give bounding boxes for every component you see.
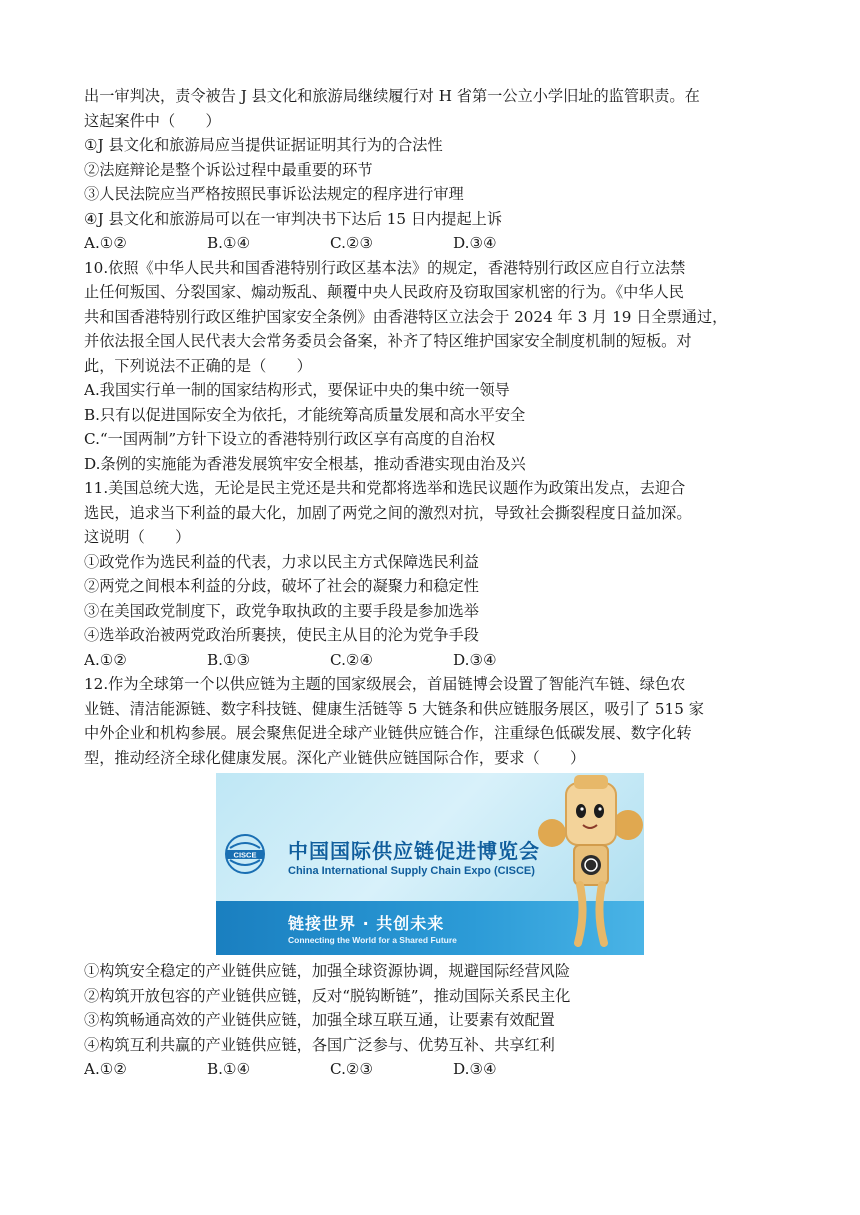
question-11-item-4: ④选举政治被两党政治所裹挟，使民主从目的沦为党争手段	[84, 626, 479, 644]
question-12-item-3: ③构筑畅通高效的产业链供应链，加强全球互联互通，让要素有效配置	[84, 1011, 555, 1029]
question-10	[84, 256, 784, 477]
question-12-item-1: ①构筑安全稳定的产业链供应链，加强全球资源协调，规避国际经营风险	[84, 962, 570, 980]
option-a: A.①②	[84, 234, 128, 252]
option-a: A.①②	[84, 650, 128, 669]
question-11-item-2: ②两党之间根本利益的分歧，破坏了社会的凝聚力和稳定性	[84, 577, 479, 595]
option-c: C.②③	[330, 234, 374, 252]
question-9-item-4: ④J 县文化和旅游局可以在一审判决书下达后 15 日内提起上诉	[84, 209, 503, 228]
question-9-stem-line: 这起案件中（ ）	[84, 111, 221, 130]
question-12-item-4: ④构筑互利共赢的产业链供应链，各国广泛参与、优势互补、共享红利	[84, 1035, 555, 1054]
question-11-item-1: ①政党作为选民利益的代表，力求以民主方式保障选民利益	[84, 552, 479, 571]
option-b: B.①③	[207, 650, 251, 669]
expo-banner-image	[216, 773, 644, 955]
question-10-stem-line: 止任何叛国、分裂国家、煽动叛乱、颠覆中央人民政府及窃取国家机密的行为。《中华人民	[84, 283, 684, 301]
option-c: C.②④	[330, 650, 374, 669]
question-11-stem-line: 11.美国总统大选，无论是民主党还是共和党都将选举和选民议题作为政策出发点，去迎合	[84, 479, 686, 497]
question-10-choice-a: A.我国实行单一制的国家结构形式，要保证中央的集中统一领导	[84, 381, 510, 399]
logo-text: CISCE	[233, 850, 257, 860]
exam-page	[84, 84, 784, 1082]
option-d: D.③④	[453, 650, 497, 669]
question-10-choice-d: D.条例的实施能为香港发展筑牢安全根基，推动香港实现由治及兴	[84, 454, 526, 473]
question-10-stem-line: 共和国香港特别行政区维护国家安全条例》由香港特区立法会于 2024 年 3 月 19 日全票通过，	[84, 307, 728, 326]
expo-slogan-en: Connecting the World for a Shared Future	[288, 935, 457, 945]
expo-title-en: China International Supply Chain Expo (CISCE)	[288, 865, 535, 877]
question-10-choice-b: B.只有以促进国际安全为依托，才能统筹高质量发展和高水平安全	[84, 405, 526, 424]
question-12-stem-line: 业链、清洁能源链、数字科技链、健康生活链等 5 大链条和供应链服务展区，吸引了 515 家	[84, 699, 704, 718]
question-9-options	[84, 231, 784, 256]
expo-slogan-cn: 链接世界 · 共创未来	[288, 914, 445, 933]
question-11	[84, 476, 784, 672]
option-d: D.③④	[453, 234, 497, 252]
question-12	[84, 672, 784, 1082]
question-9-item-1: ①J 县文化和旅游局应当提供证据证明其行为的合法性	[84, 136, 443, 154]
question-11-item-3: ③在美国政党制度下，政党争取执政的主要手段是参加选举	[84, 601, 479, 620]
question-11-stem-line: 这说明（ ）	[84, 528, 191, 546]
expo-title-cn: 中国国际供应链促进博览会	[288, 839, 540, 863]
question-11-options	[84, 648, 784, 673]
question-10-stem-line: 并依法报全国人民代表大会常务委员会备案，补齐了特区维护国家安全制度机制的短板。对	[84, 332, 692, 350]
question-9	[84, 84, 784, 256]
question-12-stem-line: 12.作为全球第一个以供应链为主题的国家级展会，首届链博会设置了智能汽车链、绿色农	[84, 675, 686, 693]
option-b: B.①④	[207, 234, 251, 252]
question-10-choice-c: C.“一国两制”方针下设立的香港特别行政区享有高度的自治权	[84, 430, 496, 448]
question-12-stem-line: 型，推动经济全球化健康发展。深化产业链供应链国际合作，要求（ ）	[84, 748, 586, 767]
cisce-logo-icon	[224, 833, 266, 875]
option-a: A.①②	[84, 1060, 128, 1078]
question-10-stem-line: 10.依照《中华人民共和国香港特别行政区基本法》的规定，香港特别行政区应自行立法禁	[84, 258, 686, 277]
question-9-stem-line: 出一审判决，责令被告 J 县文化和旅游局继续履行对 H 省第一公立小学旧址的监管职责。在	[84, 87, 700, 105]
question-12-stem-line: 中外企业和机构参展。展会聚焦促进全球产业链供应链合作，注重绿色低碳发展、数字化转	[84, 724, 692, 742]
question-9-item-3: ③人民法院应当严格按照民事诉讼法规定的程序进行审理	[84, 185, 464, 203]
question-10-stem-line: 此，下列说法不正确的是（ ）	[84, 356, 312, 375]
question-11-stem-line: 选民，追求当下利益的最大化，加剧了两党之间的激烈对抗，导致社会撕裂程度日益加深。	[84, 503, 692, 522]
question-12-options	[84, 1057, 784, 1082]
question-12-item-2: ②构筑开放包容的产业链供应链，反对“脱钩断链”，推动国际关系民主化	[84, 986, 571, 1005]
question-9-item-2: ②法庭辩论是整个诉讼过程中最重要的环节	[84, 160, 373, 179]
mascot-icon	[534, 773, 644, 955]
option-b: B.①④	[207, 1060, 251, 1078]
option-d: D.③④	[453, 1060, 497, 1078]
option-c: C.②③	[330, 1060, 374, 1078]
